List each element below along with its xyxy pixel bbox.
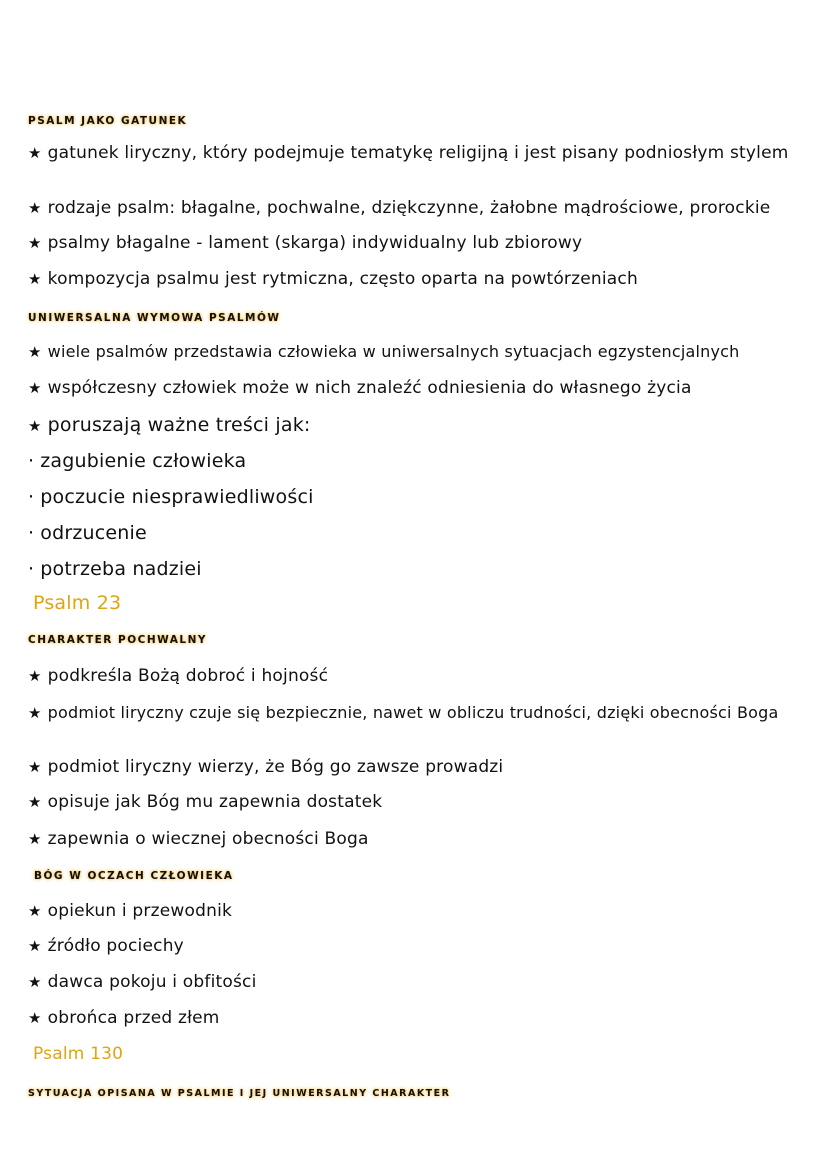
star-icon: ★ <box>28 379 42 397</box>
bullet: ★ źródło pociechy <box>28 936 184 956</box>
bullet: ★ poruszają ważne treści jak: <box>28 414 311 436</box>
section-heading: CHARAKTER POCHWALNY <box>28 634 207 646</box>
section-heading: UNIWERSALNA WYMOWA PSALMÓW <box>28 312 281 324</box>
bullet: ★ dawca pokoju i obfitości <box>28 972 257 992</box>
star-icon: ★ <box>28 667 42 685</box>
psalm-title: Psalm 130 <box>33 1044 124 1064</box>
bullet: ★ obrońca przed złem <box>28 1008 220 1028</box>
section-heading: SYTUACJA OPISANA W PSALMIE I JEJ UNIWERSALNY CHARAKTER <box>28 1088 451 1099</box>
star-icon: ★ <box>28 793 42 811</box>
bullet: ★ opisuje jak Bóg mu zapewnia dostatek <box>28 792 383 812</box>
bullet: ★ współczesny człowiek może w nich znaleźć odniesienia do własnego życia <box>28 378 692 398</box>
sub-bullet: · odrzucenie <box>28 522 147 544</box>
section-heading: PSALM JAKO GATUNEK <box>28 115 188 127</box>
star-icon: ★ <box>28 199 42 217</box>
section-heading: BÓG W OCZACH CZŁOWIEKA <box>34 870 234 882</box>
star-icon: ★ <box>28 417 42 435</box>
star-icon: ★ <box>28 343 42 361</box>
star-icon: ★ <box>28 758 42 776</box>
bullet: ★ kompozycja psalmu jest rytmiczna, często oparta na powtórzeniach <box>28 269 638 289</box>
star-icon: ★ <box>28 1009 42 1027</box>
sub-bullet: · potrzeba nadziei <box>28 558 202 580</box>
bullet: ★ podmiot liryczny czuje się bezpiecznie, nawet w obliczu trudności, dzięki obecności Boga <box>28 703 779 722</box>
star-icon: ★ <box>28 973 42 991</box>
bullet: ★ wiele psalmów przedstawia człowieka w uniwersalnych sytuacjach egzystencjalnych <box>28 342 740 361</box>
psalm-title: Psalm 23 <box>33 592 122 614</box>
sub-bullet: · zagubienie człowieka <box>28 450 247 472</box>
bullet: ★ podkreśla Bożą dobroć i hojność <box>28 666 329 686</box>
star-icon: ★ <box>28 704 42 722</box>
bullet: ★ opiekun i przewodnik <box>28 901 233 921</box>
bullet: ★ psalmy błagalne - lament (skarga) indywidualny lub zbiorowy <box>28 233 583 253</box>
sub-bullet: · poczucie niesprawiedliwości <box>28 486 314 508</box>
bullet: ★ gatunek liryczny, który podejmuje tematykę religijną i jest pisany podniosłym stylem <box>28 143 789 163</box>
bullet: ★ zapewnia o wiecznej obecności Boga <box>28 829 369 849</box>
star-icon: ★ <box>28 270 42 288</box>
star-icon: ★ <box>28 234 42 252</box>
bullet: ★ podmiot liryczny wierzy, że Bóg go zawsze prowadzi <box>28 757 504 777</box>
star-icon: ★ <box>28 144 42 162</box>
star-icon: ★ <box>28 902 42 920</box>
star-icon: ★ <box>28 937 42 955</box>
bullet: ★ rodzaje psalm: błagalne, pochwalne, dziękczynne, żałobne mądrościowe, prorockie <box>28 198 771 218</box>
star-icon: ★ <box>28 830 42 848</box>
